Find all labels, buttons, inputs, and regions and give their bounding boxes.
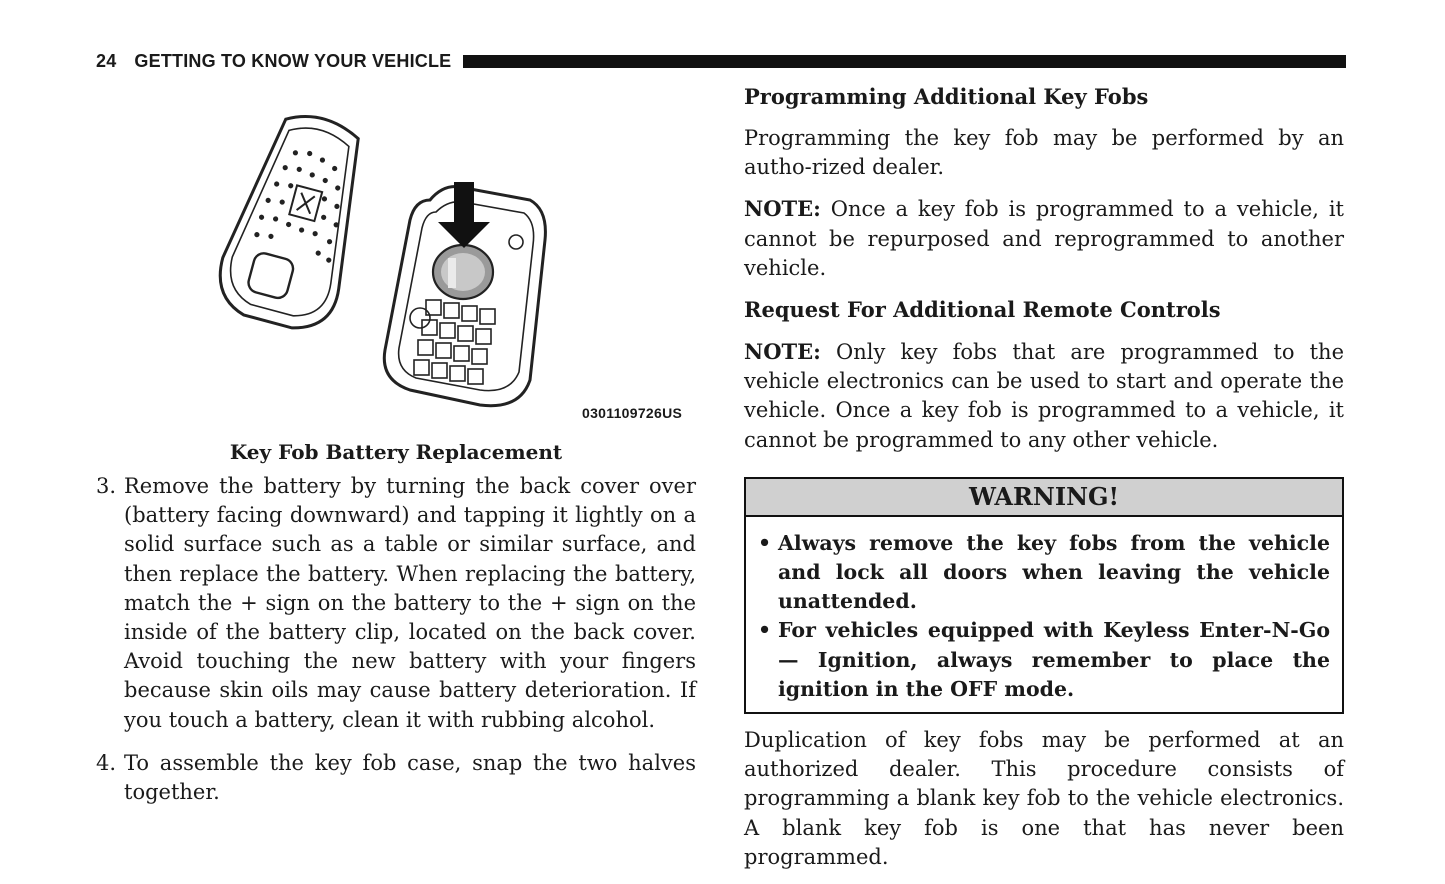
note-text: Once a key fob is programmed to a vehicle, it cannot be repurposed and reprogrammed to another vehicle. (744, 197, 1344, 280)
page-number: 24 (96, 50, 117, 71)
bullet-icon: • (758, 618, 772, 643)
bullet-icon: • (758, 530, 772, 555)
page-header (96, 50, 1346, 72)
heading-remote-controls: Request For Additional Remote Controls (744, 297, 1221, 323)
section-title: GETTING TO KNOW YOUR VEHICLE (134, 50, 452, 71)
figure-id: 0301109726US (582, 405, 683, 421)
right-column (744, 82, 1344, 884)
header-rule (463, 55, 1346, 68)
key-fob-illustration (200, 100, 700, 430)
note-remote-controls (744, 337, 1344, 455)
warning-text: For vehicles equipped with Keyless Enter-N-Go — Ignition, always remember to place the ignition in the OFF mode. (778, 618, 1330, 701)
steps-list (96, 472, 696, 821)
paragraph-programming: Programming the key fob may be performed by an autho-rized dealer. (744, 126, 1344, 180)
fob-front-half-icon (384, 182, 545, 406)
paragraph-duplication: Duplication of key fobs may be performed at an authorized dealer. This procedure consists of programming a blank key fob to the vehicle electronics. A blank key fob is one that has never been programmed. (744, 728, 1344, 869)
note-text: Only key fobs that are programmed to the vehicle electronics can be used to start and operate the vehicle. Once a key fob is programmed to a vehicle, it cannot be programmed to any other vehicle. (744, 340, 1344, 452)
step-number: 3. (96, 474, 117, 498)
note-label: NOTE: (744, 196, 821, 222)
warning-item (758, 529, 1330, 617)
warning-box (744, 477, 1344, 714)
step-number: 4. (96, 750, 117, 775)
step-text: Remove the battery by turning the back cover over (battery facing downward) and tapping it lightly on a solid surface such as a table or similar surface, and then replace the battery. When replacing the battery, match the + sign on the battery to the + sign on the inside of the battery clip, located on the back cover. Avoid touching the new battery with your fingers because skin oils may cause battery deterioration. If you touch a battery, clean it with rubbing alcohol. (124, 474, 696, 732)
warning-list (746, 517, 1342, 712)
step-text: To assemble the key fob case, snap the two halves together. (124, 750, 696, 805)
note-label: NOTE: (744, 339, 821, 365)
warning-text: Always remove the key fobs from the vehicle and lock all doors when leaving the vehicle unattended. (778, 530, 1330, 614)
warning-title: WARNING! (746, 479, 1342, 517)
list-item (96, 749, 696, 807)
list-item (96, 472, 696, 735)
fob-back-half-icon (210, 103, 381, 337)
figure-caption: Key Fob Battery Replacement (229, 440, 563, 464)
warning-item (758, 616, 1330, 704)
heading-programming: Programming Additional Key Fobs (744, 84, 1149, 109)
note-programming (744, 194, 1344, 283)
